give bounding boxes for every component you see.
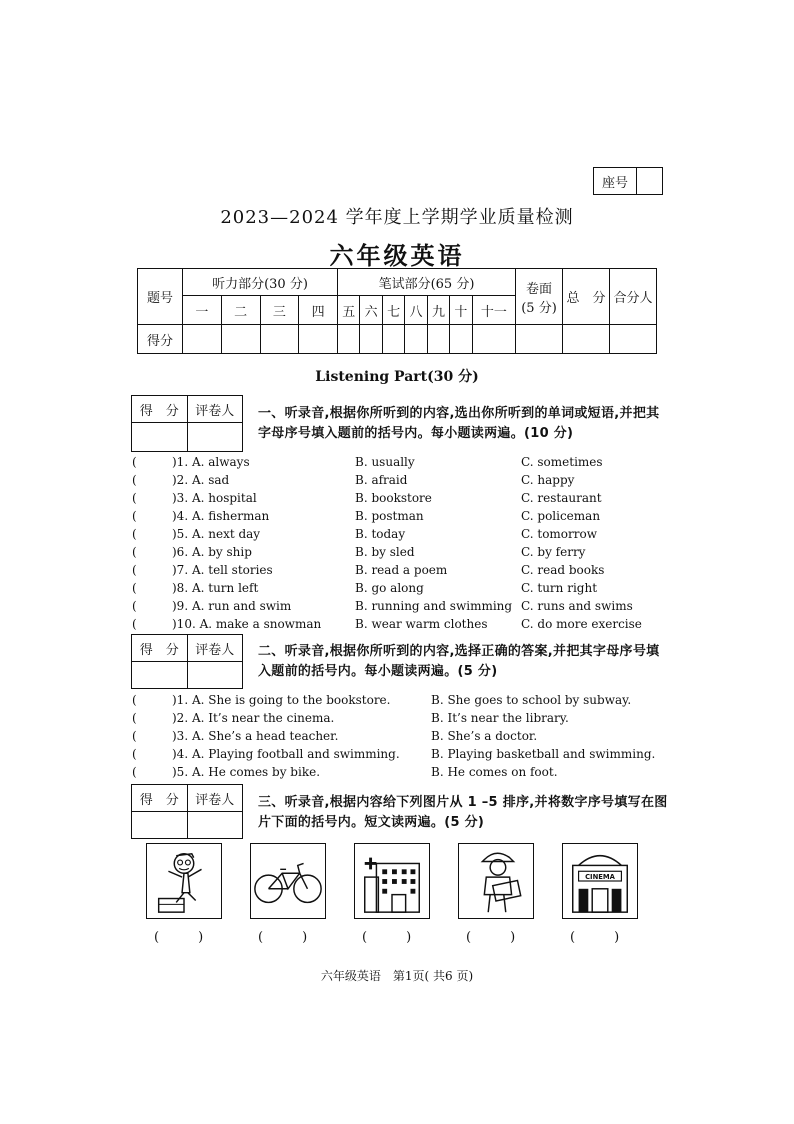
neatness-label: 卷面 [525,281,552,297]
option-a: )3. A. hospital [172,491,257,505]
score-cell[interactable] [299,325,338,354]
grader-score-label: 得 分 [132,785,188,812]
option-a: )2. A. It’s near the cinema. [172,711,335,725]
cinema-icon [563,844,637,918]
grader-reviewer-label: 评卷人 [187,635,243,662]
option-c: C. restaurant [521,491,602,505]
score-cell[interactable] [450,325,472,354]
option-b: B. afraid [355,473,408,487]
exam-title: 2023—2024 学年度上学期学业质量检测 [220,207,574,228]
question-number: 八 [405,296,427,325]
bicycle-icon [251,844,325,918]
option-a: )4. A. fisherman [172,509,270,523]
option-a: )1. A. always [172,455,250,469]
option-a: )1. A. She is going to the bookstore. [172,693,391,707]
option-b: B. usually [355,455,415,469]
score-cell[interactable] [338,325,360,354]
answer-paren-open[interactable]: ( [132,509,137,523]
question-number: 三 [260,296,299,325]
option-c: C. policeman [521,509,601,523]
grader-box [131,395,243,452]
question-number: 十 [450,296,472,325]
answer-paren-open[interactable]: ( [132,527,137,541]
written-header: 笔试部分(65 分) [338,269,516,296]
picture-delivery-man [458,843,534,919]
seat-number-label: 座号 [594,168,637,194]
option-a: )9. A. run and swim [172,599,292,613]
answer-paren-open[interactable]: ( [132,491,137,505]
answer-paren-open[interactable]: ( [132,455,137,469]
grader-reviewer-label: 评卷人 [187,785,243,812]
question-number: 五 [338,296,360,325]
option-b: B. bookstore [355,491,432,505]
boy-with-box-icon [147,844,221,918]
question-number: 七 [382,296,404,325]
score-cell[interactable] [221,325,260,354]
grader-score-label: 得 分 [132,635,188,662]
option-c: C. by ferry [521,545,586,559]
question-number: 二 [221,296,260,325]
score-cell[interactable] [610,325,657,354]
option-a: )3. A. She’s a head teacher. [172,729,339,743]
grader-reviewer-field[interactable] [187,423,243,452]
seat-number-box [593,167,663,195]
answer-blank[interactable]: ( ) [466,930,516,945]
answer-paren-open[interactable]: ( [132,563,137,577]
score-cell[interactable] [405,325,427,354]
grader-reviewer-field[interactable] [187,812,243,839]
cinema-sign: CINEMA [585,873,615,882]
grader-box [131,784,243,839]
picture-boy-with-box [146,843,222,919]
option-a: )8. A. turn left [172,581,259,595]
seat-number-field[interactable] [637,168,662,194]
option-b: B. He comes on foot. [431,765,558,779]
option-a: )4. A. Playing football and swimming. [172,747,400,761]
answer-blank[interactable]: ( ) [258,930,308,945]
option-b: B. wear warm clothes [355,617,488,631]
option-b: B. It’s near the library. [431,711,569,725]
grader-score-field[interactable] [132,423,188,452]
score-cell[interactable] [516,325,563,354]
option-c: C. do more exercise [521,617,642,631]
score-cell[interactable] [260,325,299,354]
question-number: 六 [360,296,382,325]
question-number: 九 [427,296,449,325]
grader-score-field[interactable] [132,662,188,689]
option-b: B. read a poem [355,563,448,577]
answer-paren-open[interactable]: ( [132,693,137,707]
option-b: B. running and swimming [355,599,513,613]
picture-hospital [354,843,430,919]
option-b: B. go along [355,581,424,595]
score-cell[interactable] [360,325,382,354]
option-c: C. sometimes [521,455,603,469]
answer-blank[interactable]: ( ) [362,930,412,945]
question-number-header: 题号 [138,269,183,325]
answer-paren-open[interactable]: ( [132,599,137,613]
listening-header: 听力部分(30 分) [183,269,338,296]
score-cell[interactable] [183,325,222,354]
answer-paren-open[interactable]: ( [132,747,137,761]
option-a: )7. A. tell stories [172,563,273,577]
answer-blank[interactable]: ( ) [154,930,204,945]
answer-paren-open[interactable]: ( [132,765,137,779]
score-cell[interactable] [427,325,449,354]
neatness-points: (5 分) [521,300,557,316]
total-header: 总 分 [563,269,610,325]
answer-paren-open[interactable]: ( [132,581,137,595]
page-footer: 六年级英语 第1页( 共6 页) [320,969,474,983]
question-number: 四 [299,296,338,325]
score-cell[interactable] [382,325,404,354]
grader-reviewer-label: 评卷人 [187,396,243,423]
option-a: )5. A. He comes by bike. [172,765,321,779]
option-c: C. read books [521,563,605,577]
option-b: B. Playing basketball and swimming. [431,747,656,761]
picture-cinema [562,843,638,919]
option-c: C. tomorrow [521,527,598,541]
grader-score-label: 得 分 [132,396,188,423]
question-number: 十一 [472,296,515,325]
hospital-icon [355,844,429,918]
grader-reviewer-field[interactable] [187,662,243,689]
option-c: C. happy [521,473,575,487]
option-b: B. by sled [355,545,415,559]
answer-paren-open[interactable]: ( [132,473,137,487]
option-b: B. postman [355,509,424,523]
option-a: )6. A. by ship [172,545,252,559]
grader-box [131,634,243,689]
option-b: B. today [355,527,406,541]
picture-bicycle [250,843,326,919]
delivery-man-icon [459,844,533,918]
score-cell[interactable] [563,325,610,354]
section-title: Listening Part(30 分) [315,369,479,385]
part1-instruction: 一、听录音,根据你所听到的内容,选出你所听到的单词或短语,并把其字母序号填入题前的括号内。每小题读两遍。(10 分) [258,406,660,441]
part2-instruction: 二、听录音,根据你所听到的内容,选择正确的答案,并把其字母序号填入题前的括号内。每小题读两遍。(5 分) [258,644,660,679]
part3-instruction: 三、听录音,根据内容给下列图片从 1 –5 排序,并将数字序号填写在图片下面的括号内。短文读两遍。(5 分) [258,795,668,830]
answer-paren-open[interactable]: ( [132,617,137,631]
answer-paren-open[interactable]: ( [132,545,137,559]
option-a: )2. A. sad [172,473,230,487]
grader-score-field[interactable] [132,812,188,839]
score-row-label: 得分 [138,325,183,354]
neatness-header [516,269,563,325]
option-c: C. runs and swims [521,599,633,613]
scorer-header: 合分人 [610,269,657,325]
option-b: B. She goes to school by subway. [431,693,632,707]
answer-paren-open[interactable]: ( [132,729,137,743]
score-cell[interactable] [472,325,515,354]
score-table [137,268,657,354]
option-a: )5. A. next day [172,527,261,541]
option-b: B. She’s a doctor. [431,729,538,743]
question-number: 一 [183,296,222,325]
option-a: )10. A. make a snowman [172,617,322,631]
answer-paren-open[interactable]: ( [132,711,137,725]
exam-subject: 六年级英语 [329,242,465,270]
option-c: C. turn right [521,581,598,595]
answer-blank[interactable]: ( ) [570,930,620,945]
